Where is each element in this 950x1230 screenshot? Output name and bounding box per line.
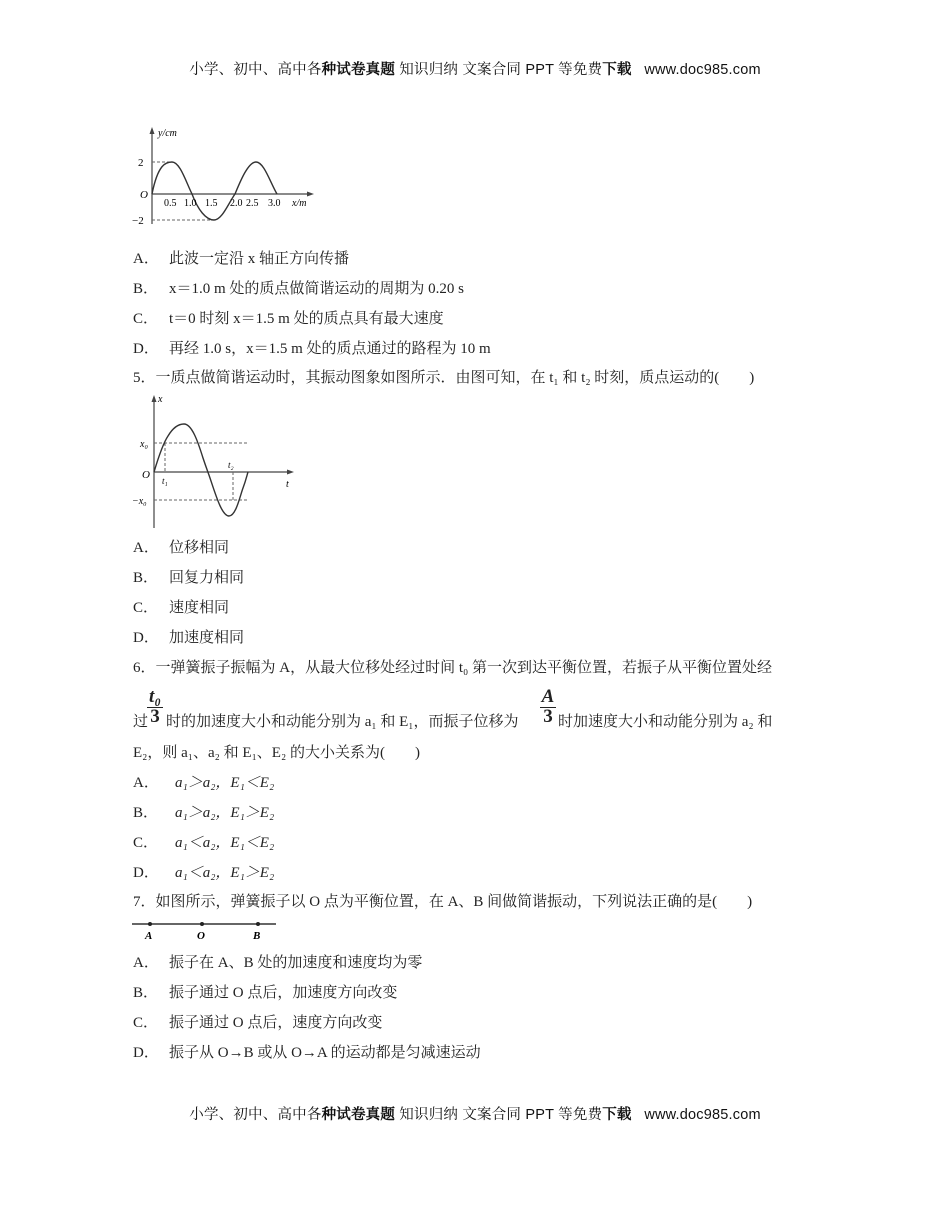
option-text: 振子通过 O 点后，加速度方向改变 [169, 985, 398, 1001]
q6-option-b [133, 803, 274, 823]
q4-option-a [133, 249, 349, 269]
q7-stem: 7．如图所示，弹簧振子以 O 点为平衡位置，在 A、B 间做简谐振动，下列说法正确的是( ) [133, 894, 753, 910]
q7-option-d [133, 1043, 481, 1063]
q5-stem: 5．一质点做简谐运动时，其振动图象如图所示．由图可知，在 t₁ 和 t₂ 时刻，质点运动的( ) [133, 370, 755, 386]
option-letter: C． [133, 600, 159, 616]
svg-text:O: O [142, 469, 150, 481]
svg-text:3.0: 3.0 [268, 198, 281, 209]
svg-text:0.5: 0.5 [164, 198, 177, 209]
svg-text:2.5: 2.5 [246, 198, 259, 209]
q4-option-c [133, 309, 444, 329]
svg-text:A: A [145, 930, 153, 942]
svg-text:1.0: 1.0 [184, 198, 197, 209]
option-text: 回复力相同 [169, 570, 245, 586]
svg-text:−x₀: −x₀ [132, 496, 147, 507]
option-text: x＝1.0 m 处的质点做简谐运动的周期为 0.20 s [169, 281, 465, 297]
option-letter: B． [133, 281, 159, 297]
q6-option-d [133, 863, 274, 883]
footer-bold-text: 种试卷真题 [321, 1107, 396, 1123]
option-letter: B． [133, 805, 159, 821]
option-text: a₁＜a₂，E₁＜E₂ [175, 835, 275, 851]
header-text: 小学、初中、高中各 [189, 62, 322, 78]
q6-fraction-t0-over-3 [147, 688, 163, 726]
page-footer [0, 1103, 950, 1124]
option-text: 振子通过 O 点后，速度方向改变 [169, 1015, 383, 1031]
footer-site-link[interactable]: www.doc985.com [644, 1107, 761, 1123]
option-letter: B． [133, 985, 159, 1001]
q5-option-b [133, 568, 244, 588]
q6-stem-line2a: 过 [133, 714, 149, 730]
q6-stem-line1: 6．一弹簧振子振幅为 A，从最大位移处经过时间 t₀ 第一次到达平衡位置，若振子从平衡位置处经 [133, 660, 772, 676]
svg-text:2.0: 2.0 [230, 198, 243, 209]
q6-option-c [133, 833, 274, 853]
fraction-denominator: 3 [543, 706, 553, 727]
q5-oscillation-figure [130, 392, 300, 532]
q5-option-a [133, 538, 229, 558]
svg-text:x/m: x/m [292, 198, 307, 209]
option-letter: C． [133, 311, 159, 327]
header-bold-text-2: 下载 [602, 62, 632, 78]
option-letter: C． [133, 835, 159, 851]
option-text: a₁＞a₂，E₁＞E₂ [175, 805, 275, 821]
footer-text: 小学、初中、高中各 [189, 1107, 322, 1123]
option-letter: B． [133, 570, 159, 586]
q7-option-c [133, 1013, 382, 1033]
q5-option-d [133, 628, 244, 648]
svg-text:x: x [158, 394, 163, 405]
q6-stem-line2b: 时的加速度大小和动能分别为 a₁ 和 E₁，而振子位移为 [166, 714, 519, 730]
q4-option-b [133, 279, 464, 299]
option-text: 振子从 O→B 或从 O→A 的运动都是匀减速运动 [169, 1045, 481, 1061]
svg-text:x₀: x₀ [140, 439, 148, 450]
svg-text:2: 2 [138, 157, 144, 169]
svg-text:t₂: t₂ [228, 460, 234, 470]
svg-text:y/cm: y/cm [158, 128, 177, 139]
q6-fraction-a-over-3 [540, 688, 556, 726]
option-letter: D． [133, 1045, 159, 1061]
option-text: a₁＜a₂，E₁＞E₂ [175, 865, 275, 881]
footer-bold-text-2: 下载 [602, 1107, 632, 1123]
option-letter: D． [133, 865, 159, 881]
option-letter: D． [133, 341, 159, 357]
svg-text:O: O [197, 930, 205, 942]
fraction-denominator: 3 [150, 706, 160, 727]
q4-wave-figure [128, 124, 328, 229]
header-bold-text: 种试卷真题 [321, 62, 396, 78]
option-letter: A． [133, 775, 159, 791]
q6-stem-line2c: 时加速度大小和动能分别为 a₂ 和 [558, 714, 773, 730]
svg-text:−2: −2 [132, 215, 144, 227]
q7-option-a [133, 953, 422, 973]
header-text-2: 知识归纳 文案合同 PPT 等免费 [395, 62, 603, 78]
option-text: 振子在 A、B 处的加速度和速度均为零 [169, 955, 423, 971]
svg-text:O: O [140, 189, 148, 201]
page-header [0, 58, 950, 79]
option-text: 速度相同 [169, 600, 230, 616]
option-letter: C． [133, 1015, 159, 1031]
svg-text:1.5: 1.5 [205, 198, 218, 209]
footer-text-2: 知识归纳 文案合同 PPT 等免费 [395, 1107, 603, 1123]
option-text: 位移相同 [169, 540, 230, 556]
fraction-numerator: A [541, 686, 555, 707]
svg-text:B: B [253, 930, 261, 942]
option-letter: A． [133, 251, 159, 267]
q6-option-a [133, 773, 274, 793]
q4-option-d [133, 339, 491, 359]
option-text: 再经 1.0 s，x＝1.5 m 处的质点通过的路程为 10 m [169, 341, 491, 357]
option-text: 加速度相同 [169, 630, 245, 646]
option-text: 此波一定沿 x 轴正方向传播 [169, 251, 350, 267]
option-letter: A． [133, 955, 159, 971]
svg-text:t: t [286, 479, 289, 490]
q7-option-b [133, 983, 397, 1003]
q5-option-c [133, 598, 229, 618]
option-text: a₁＞a₂，E₁＜E₂ [175, 775, 275, 791]
q6-stem-line3: E₂，则 a₁、a₂ 和 E₁、E₂ 的大小关系为( ) [133, 745, 420, 761]
svg-text:t₁: t₁ [162, 476, 168, 486]
fraction-numerator: t₀ [149, 686, 161, 707]
option-letter: A． [133, 540, 159, 556]
q7-spring-diagram [130, 918, 280, 942]
option-letter: D． [133, 630, 159, 646]
header-site-link[interactable]: www.doc985.com [644, 62, 761, 78]
option-text: t＝0 时刻 x＝1.5 m 处的质点具有最大速度 [169, 311, 444, 327]
